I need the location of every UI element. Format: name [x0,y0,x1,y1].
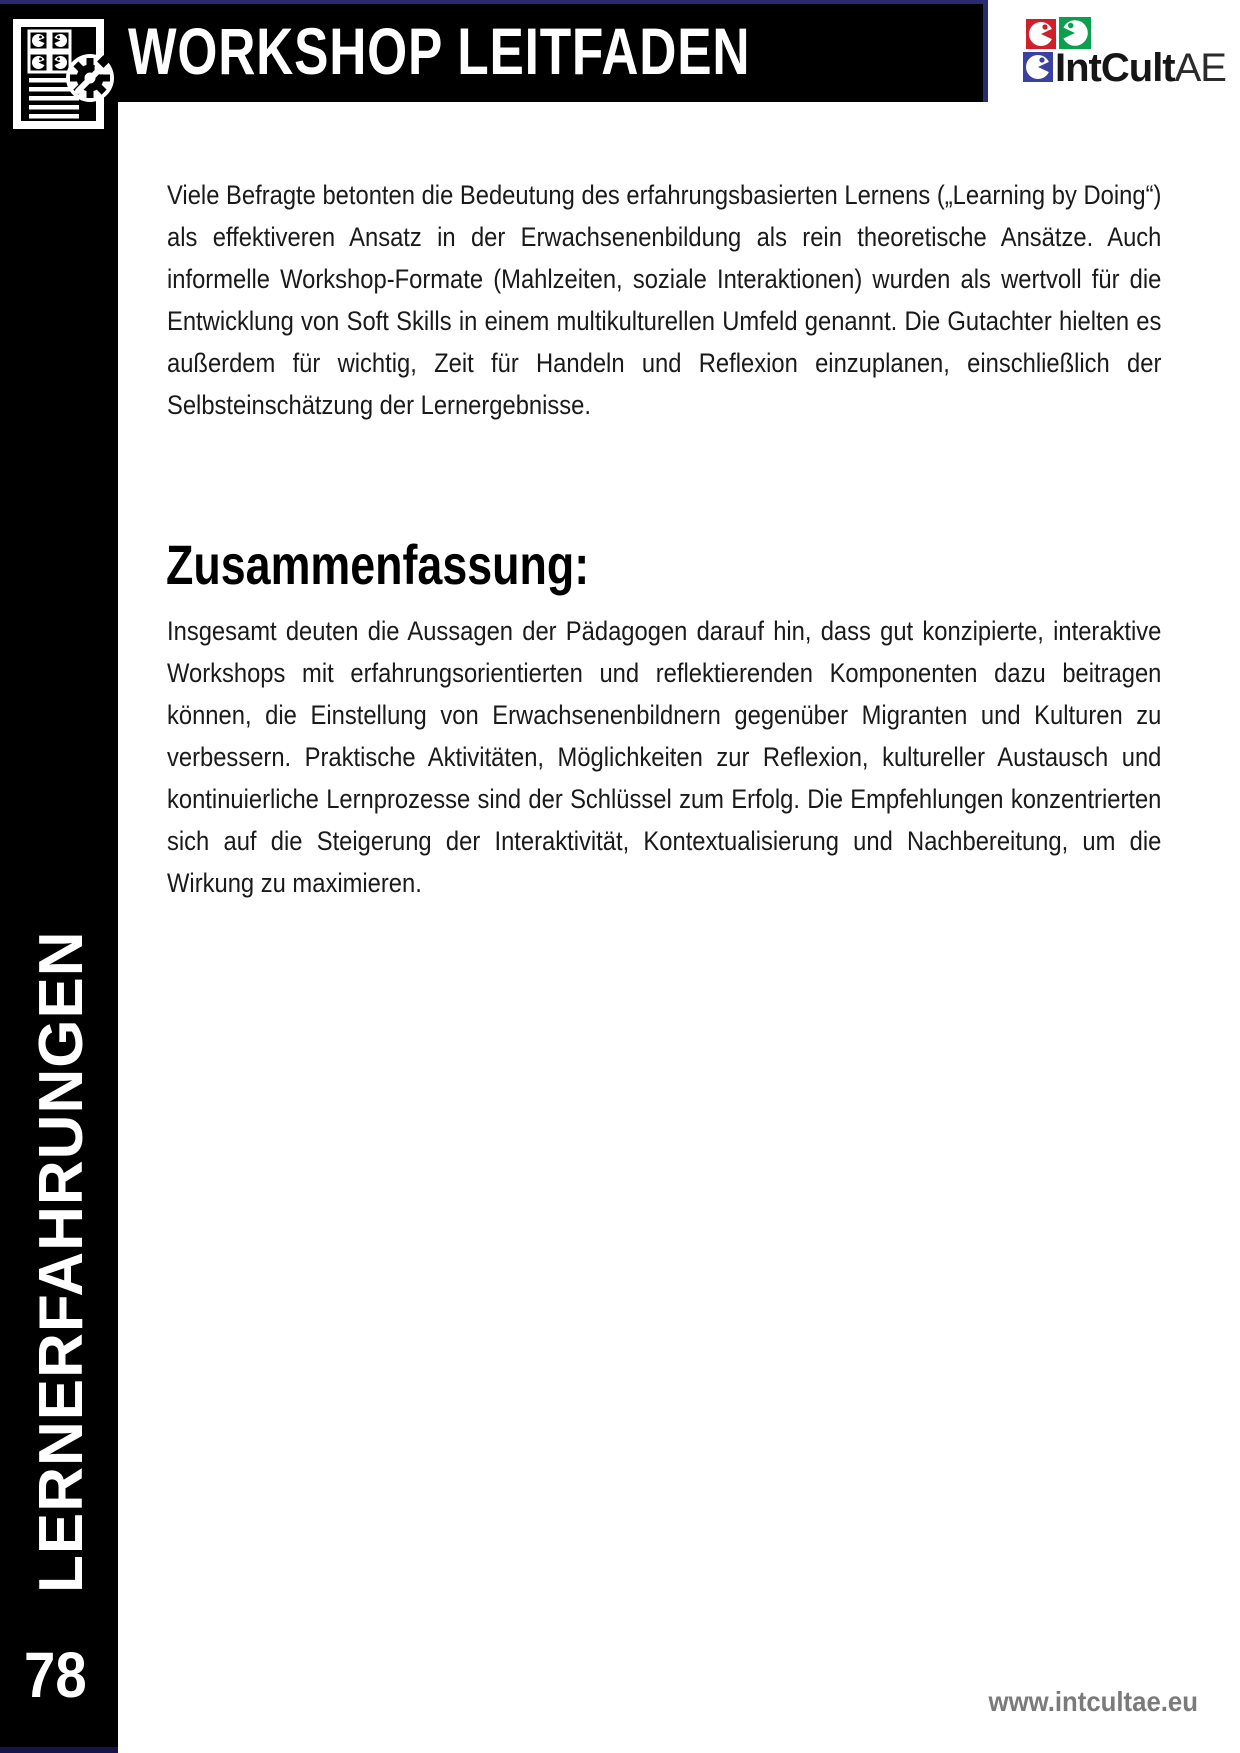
page-title: WORKSHOP LEITFADEN [128,14,751,88]
logo-face-red [1026,19,1056,49]
logo-face-blue [1023,52,1053,82]
logo-wordmark-bold: IntCult [1055,46,1175,90]
summary-paragraph: Insgesamt deuten die Aussagen der Pädagogen darauf hin, dass gut konzipierte, interaktive Workshops mit erfahrungsorientierten und reflektierenden Komponenten dazu beitragen können, die Einstellung von Erwachsenenbildnern gegenüber Migranten und Kulturen zu verbessern. Praktische Aktivitäten, Möglichkeiten zur Reflexion, kultureller Austausch und kontinuierliche Lernprozesse sind der Schlüssel zum Erfolg. Die Empfehlungen konzentrierten sich auf die Steigerung der Interaktivität, Kontextualisierung und Nachbereitung, um die Wirkung zu maximieren. [167,616,1162,898]
intro-paragraph: Viele Befragte betonten die Bedeutung des erfahrungsbasierten Lernens („Learning by Doing“) als effektiveren Ansatz in der Erwachsenenbildung als rein theoretische Ansätze. Auch informelle Workshop-Formate (Mahlzeiten, soziale Interaktionen) wurden als wertvoll für die Entwicklung von Soft Skills in einem multikulturellen Umfeld genannt. Die Gutachter hielten es außerdem für wichtig, Zeit für Handeln und Reflexion einzuplanen, einschließlich der Selbsteinschätzung der Lernergebnisse. [167,180,1162,420]
summary-heading: Zusammenfassung: [166,532,590,596]
intcultae-logo [1022,18,1226,90]
logo-face-green [1059,17,1091,49]
logo-wordmark-light: AE [1174,46,1226,90]
sidebar-accent-line [0,1747,118,1753]
document-faces-gear-icon [12,18,116,130]
gear-wrench-icon [66,54,114,102]
page-number: 78 [24,1639,87,1711]
logo-wordmark [1055,46,1226,91]
footer-website-link[interactable]: www.intcultae.eu [988,1686,1198,1717]
sidebar-section-label: LERNERFAHRUNGEN [27,930,96,1593]
